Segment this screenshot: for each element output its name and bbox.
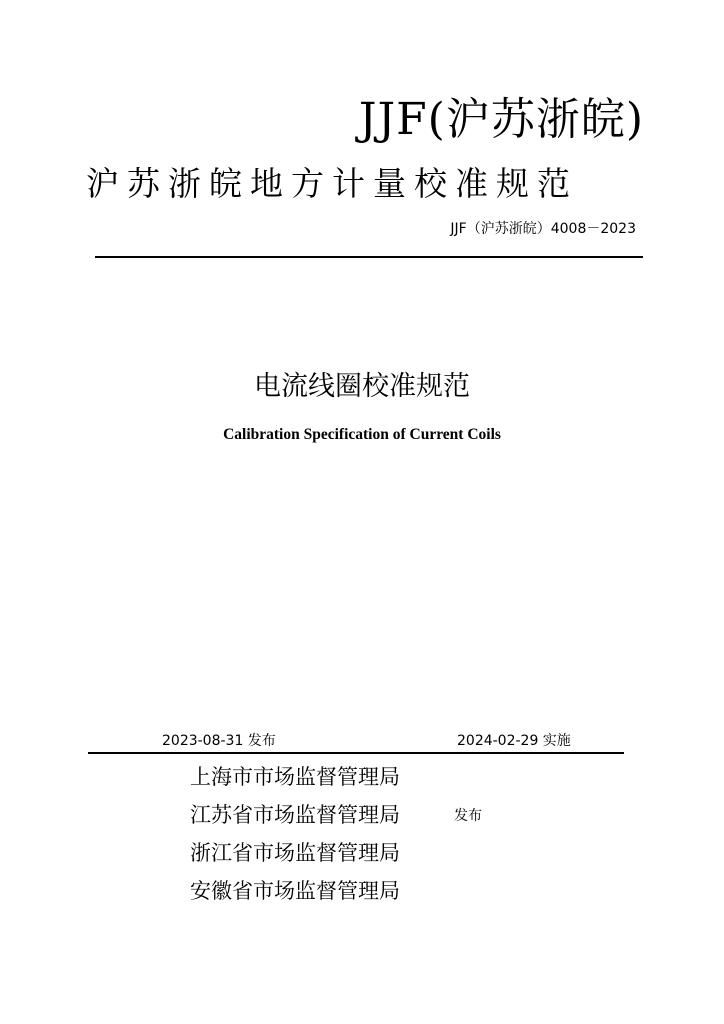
- document-title-english: Calibration Specification of Current Coils: [223, 426, 501, 443]
- standard-category: 沪苏浙皖地方计量校准规范: [86, 164, 578, 203]
- issuer-jiangsu: 江苏省市场监督管理局: [190, 803, 400, 827]
- issue-label: 发布: [454, 808, 482, 824]
- issuer-shanghai: 上海市市场监督管理局: [190, 765, 400, 789]
- top-divider: [95, 256, 643, 258]
- document-number: JJF（沪苏浙皖）4008－2023: [450, 221, 636, 237]
- issuer-anhui: 安徽省市场监督管理局: [190, 879, 400, 903]
- issuer-zhejiang: 浙江省市场监督管理局: [190, 841, 400, 865]
- publish-date: 2023-08-31 发布: [162, 733, 276, 749]
- implementation-date: 2024-02-29 实施: [457, 733, 571, 749]
- bottom-divider: [88, 752, 624, 754]
- document-title-chinese: 电流线圈校准规范: [254, 371, 470, 402]
- standard-code: JJF(沪苏浙皖): [358, 94, 644, 145]
